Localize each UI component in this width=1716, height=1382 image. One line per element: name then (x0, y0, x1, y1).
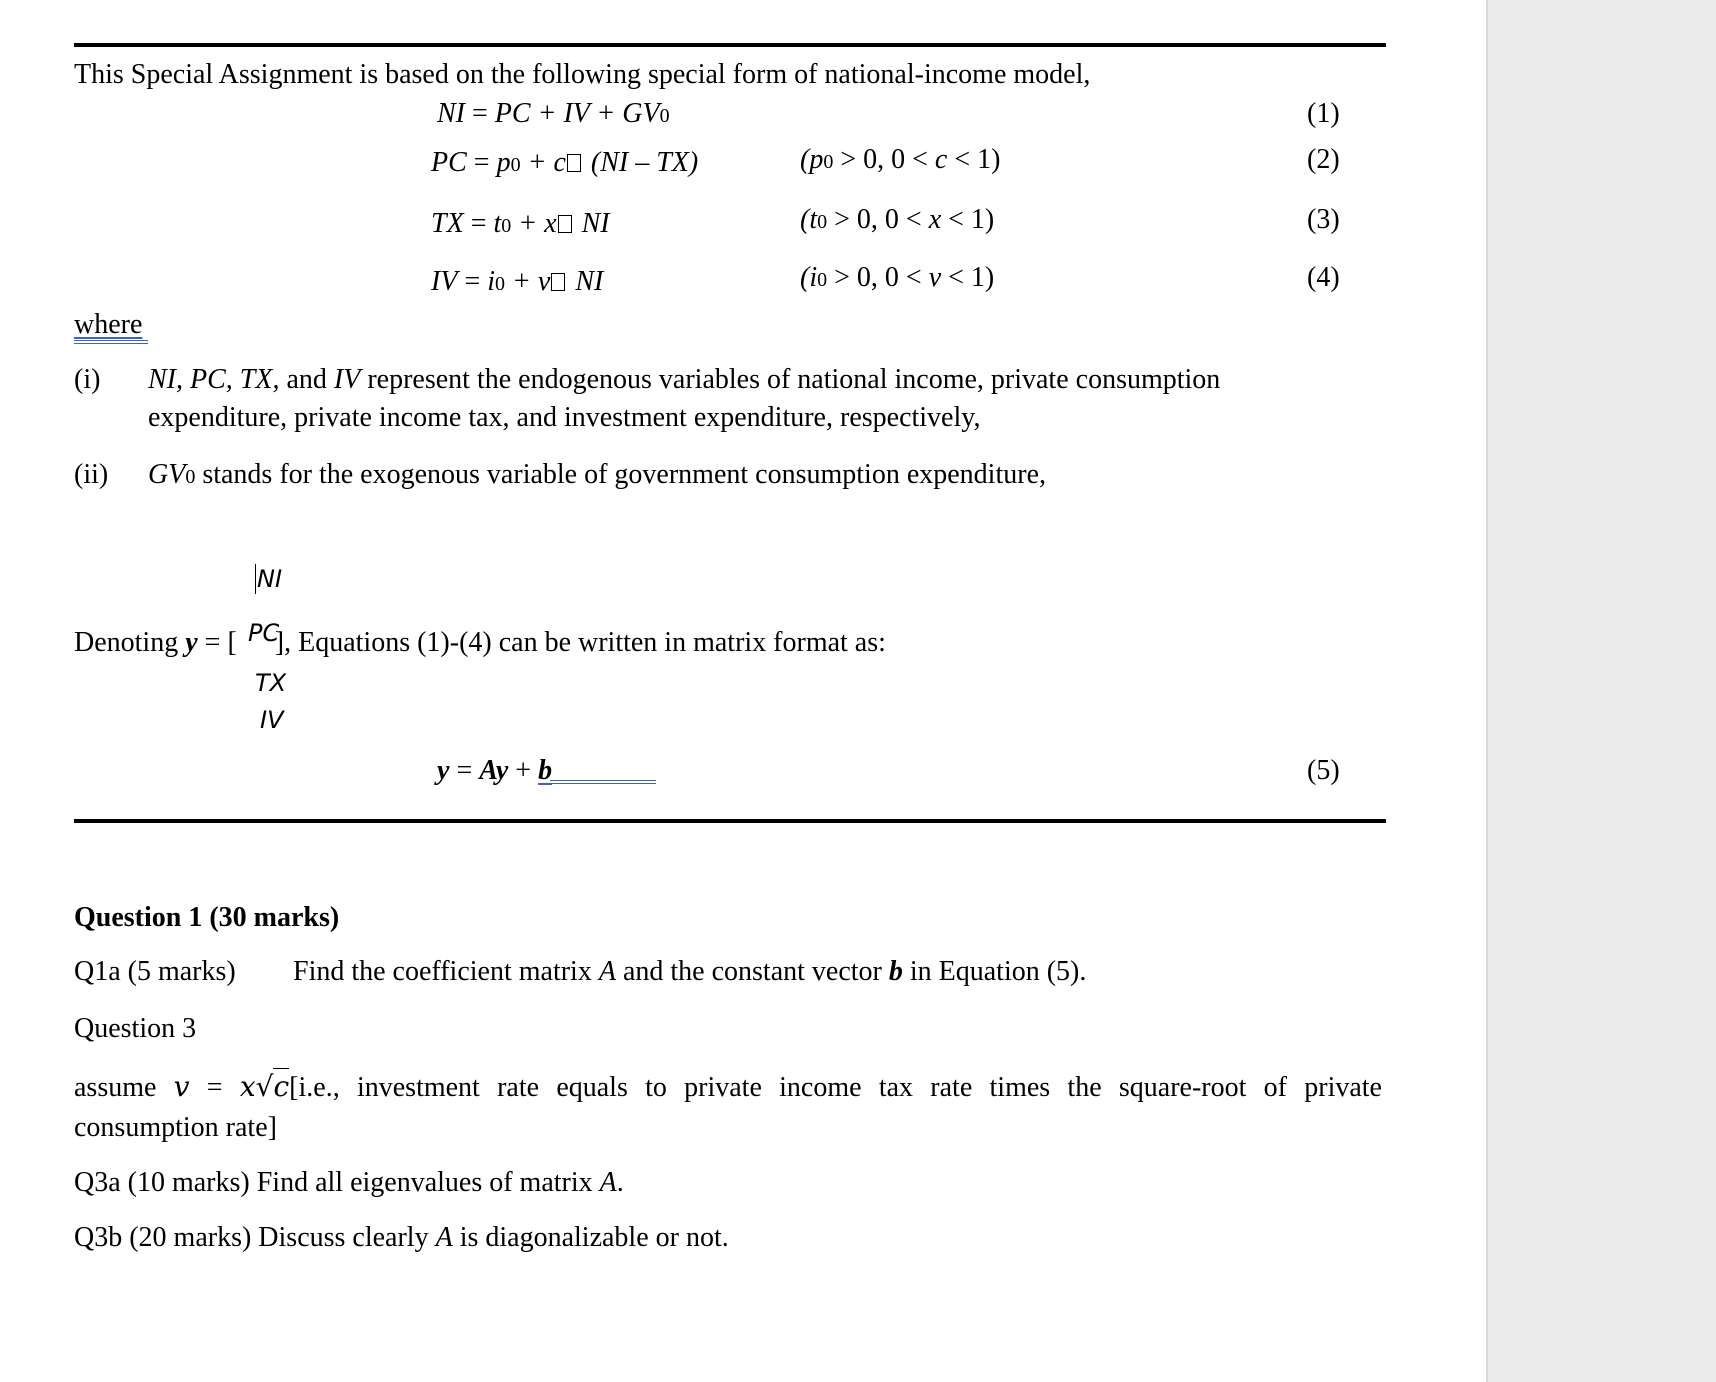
bottom-rule (74, 819, 1386, 823)
intro-text: This Special Assignment is based on the following special form of national-income model, (74, 59, 1091, 90)
vector-entry-ni: NI (257, 565, 283, 593)
equation-3-condition: (t0 > 0, 0 < x < 1) (800, 204, 995, 235)
equation-5: y = Ay + b (437, 755, 553, 786)
q3a-text: Q3a (10 marks) Find all eigenvalues of matrix A. (74, 1167, 624, 1198)
item-i-number: (i) (74, 364, 101, 395)
equation-2: PC = p0 + c (NI – TX) (431, 147, 699, 178)
q3b-text: Q3b (20 marks) Discuss clearly A is diagonalizable or not. (74, 1222, 729, 1253)
vector-entry-pc: PC (248, 619, 280, 647)
square-root-symbol: √ (255, 1070, 274, 1103)
equation-1: NI = PC + IV + GV0 (437, 98, 670, 129)
top-rule (74, 43, 1386, 47)
item-i-line-1: NI, PC, TX, and IV represent the endogenous variables of national income, private consumption (148, 364, 1221, 395)
equation-5-number: (5) (1307, 755, 1340, 786)
equation-4: IV = i0 + v NI (431, 266, 604, 297)
vector-entry-iv: IV (260, 706, 284, 734)
question-3-title: Question 3 (74, 1013, 197, 1044)
q3-assume-line-2: consumption rate] (74, 1112, 277, 1143)
equation-3: TX = t0 + x NI (431, 208, 610, 239)
equation-5-double-underline (550, 780, 656, 784)
where-label[interactable]: where (74, 309, 143, 340)
equation-1-number: (1) (1307, 98, 1340, 129)
missing-glyph-box (558, 215, 572, 233)
page-margin-strip (1486, 0, 1716, 1382)
vector-entry-tx: TX (255, 669, 287, 697)
equation-3-number: (3) (1307, 204, 1340, 235)
equation-2-number: (2) (1307, 144, 1340, 175)
q3-assume-line-1: assume v = x√c[i.e., investment rate equals to private income tax rate times the square-root of private (74, 1070, 1382, 1103)
text-cursor (255, 564, 256, 594)
missing-glyph-box (551, 273, 565, 291)
equation-4-number: (4) (1307, 262, 1340, 293)
equation-2-condition: (p0 > 0, 0 < c < 1) (800, 144, 1001, 175)
item-i-line-2: expenditure, private income tax, and investment expenditure, respectively, (148, 402, 981, 433)
q1a-label: Q1a (5 marks) (74, 956, 236, 987)
equation-4-condition: (i0 > 0, 0 < v < 1) (800, 262, 995, 293)
question-1-title: Question 1 (30 marks) (74, 902, 340, 933)
item-ii-text: GV0 stands for the exogenous variable of government consumption expenditure, (148, 459, 1046, 490)
missing-glyph-box (567, 154, 581, 172)
item-ii-number: (ii) (74, 459, 109, 490)
denoting-line: Denoting y = [ ], Equations (1)-(4) can be written in matrix format as: (74, 627, 886, 658)
where-double-underline (74, 340, 148, 344)
q1a-text: Find the coefficient matrix A and the constant vector b in Equation (5). (293, 956, 1087, 987)
